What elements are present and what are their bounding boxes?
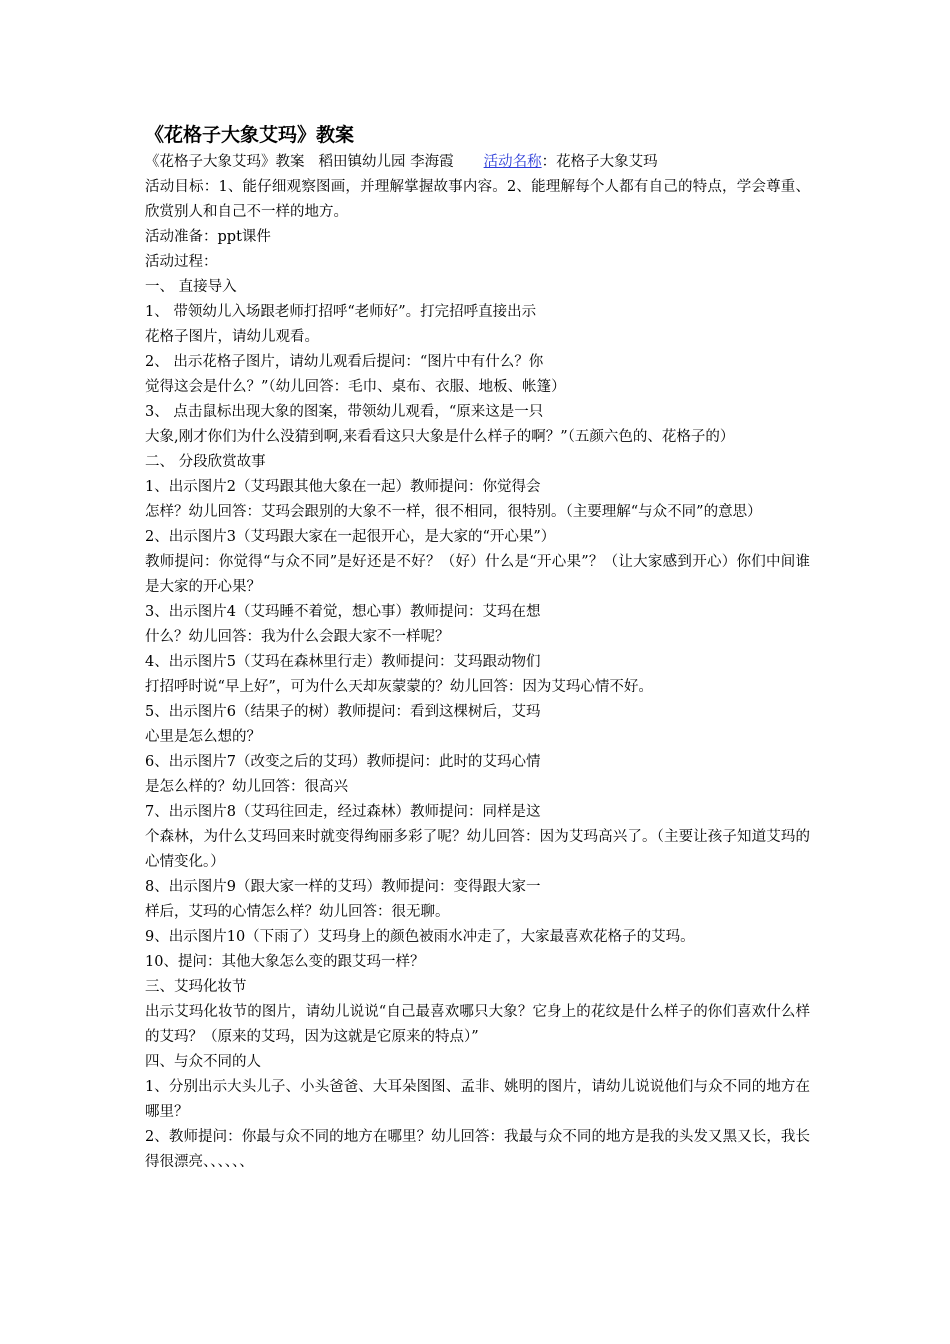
paragraph-line: 样后，艾玛的心情怎么样？幼儿回答：很无聊。 — [145, 904, 450, 920]
paragraph-line: 1、分别出示大头儿子、小头爸爸、大耳朵图图、孟非、姚明的图片，请幼儿说说他们与众不同的地方在哪里？ — [145, 1079, 810, 1120]
paragraph-line: 出示艾玛化妆节的图片，请幼儿说说“自己最喜欢哪只大象？它身上的花纹是什么样子的你们喜欢什么样的艾玛？（原来的艾玛，因为这就是它原来的特点）” — [145, 1004, 810, 1045]
activity-prep: 活动准备：ppt课件 — [145, 229, 271, 245]
paragraph-line: 心里是怎么想的？ — [145, 729, 261, 745]
paragraph-line: 打招呼时说“早上好”，可为什么天却灰蒙蒙的？幼儿回答：因为艾玛心情不好。 — [145, 679, 653, 695]
school-author: 稻田镇幼儿园 李海霞 — [318, 154, 454, 170]
paragraph-line: 4、出示图片5（艾玛在森林里行走）教师提问：艾玛跟动物们 — [145, 654, 541, 670]
section-heading: 四、与众不同的人 — [145, 1054, 261, 1070]
activity-process-heading: 活动过程： — [145, 254, 218, 270]
document-page — [145, 122, 810, 1175]
paragraph-line: 大象,刚才你们为什么没猜到啊,来看看这只大象是什么样子的啊？”（五颜六色的、花格子的） — [145, 429, 735, 445]
section-heading: 二、 分段欣赏故事 — [145, 454, 266, 470]
paragraph-line: 5、出示图片6（结果子的树）教师提问：看到这棵树后，艾玛 — [145, 704, 541, 720]
activity-name-value: ：花格子大象艾玛 — [541, 154, 658, 170]
paragraph-line: 个森林，为什么艾玛回来时就变得绚丽多彩了呢？幼儿回答：因为艾玛高兴了。（主要让孩子知道艾玛的心情变化。） — [145, 829, 810, 870]
header-line — [145, 150, 810, 175]
paragraph-line: 7、出示图片8（艾玛往回走，经过森林）教师提问：同样是这 — [145, 804, 541, 820]
paragraph-line: 教师提问：你觉得“与众不同”是好还是不好？（好）什么是“开心果”？（让大家感到开心）你们中间谁是大家的开心果？ — [145, 554, 810, 595]
paragraph-line: 3、 点击鼠标出现大象的图案，带领幼儿观看，“原来这是一只 — [145, 404, 544, 420]
paragraph-line: 6、出示图片7（改变之后的艾玛）教师提问：此时的艾玛心情 — [145, 754, 541, 770]
paragraph-line: 什么？幼儿回答：我为什么会跟大家不一样呢？ — [145, 629, 450, 645]
section-heading: 三、艾玛化妆节 — [145, 979, 247, 995]
paragraph-line: 2、 出示花格子图片，请幼儿观看后提问：“图片中有什么？你 — [145, 354, 544, 370]
paragraph-line: 3、出示图片4（艾玛睡不着觉，想心事）教师提问：艾玛在想 — [145, 604, 541, 620]
paragraph-line: 觉得这会是什么？”（幼儿回答：毛巾、桌布、衣服、地板、帐篷） — [145, 379, 566, 395]
paragraph-line: 花格子图片，请幼儿观看。 — [145, 329, 319, 345]
paragraph-line: 2、教师提问：你最与众不同的地方在哪里？幼儿回答：我最与众不同的地方是我的头发又黑又长，我长得很漂亮、、、、、、 — [145, 1129, 810, 1170]
paragraph-line: 10、提问：其他大象怎么变的跟艾玛一样？ — [145, 954, 425, 970]
activity-name-link[interactable]: 活动名称 — [483, 154, 542, 170]
document-title: 《花格子大象艾玛》教案 — [145, 124, 355, 146]
section-heading: 一、 直接导入 — [145, 279, 237, 295]
activity-goal: 活动目标：1、能仔细观察图画，并理解掌握故事内容。2、能理解每个人都有自己的特点，学会尊重、欣赏别人和自己不一样的地方。 — [145, 179, 810, 220]
doc-name: 《花格子大象艾玛》教案 — [145, 154, 305, 170]
paragraph-line: 怎样？幼儿回答：艾玛会跟别的大象不一样，很不相同，很特别。（主要理解“与众不同”的意思） — [145, 504, 762, 520]
paragraph-line: 2、出示图片3（艾玛跟大家在一起很开心，是大家的“开心果”） — [145, 529, 556, 545]
paragraph-line: 是怎么样的？幼儿回答：很高兴 — [145, 779, 348, 795]
paragraph-line: 9、出示图片10（下雨了）艾玛身上的颜色被雨水冲走了，大家最喜欢花格子的艾玛。 — [145, 929, 695, 945]
paragraph-line: 8、出示图片9（跟大家一样的艾玛）教师提问：变得跟大家一 — [145, 879, 541, 895]
paragraph-line: 1、 带领幼儿入场跟老师打招呼“老师好”。打完招呼直接出示 — [145, 304, 537, 320]
paragraph-line: 1、出示图片2（艾玛跟其他大象在一起）教师提问：你觉得会 — [145, 479, 541, 495]
